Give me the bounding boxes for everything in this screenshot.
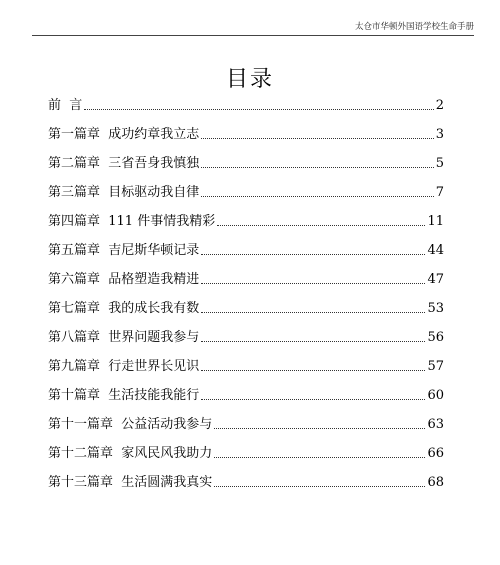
toc-entry-chapter-8[interactable]	[48, 315, 444, 344]
toc-entry-chapter-5[interactable]	[48, 228, 444, 257]
table-of-contents	[48, 90, 444, 489]
dot-leader	[214, 428, 425, 429]
dot-leader	[201, 167, 433, 168]
dot-leader	[201, 283, 425, 284]
dot-leader	[217, 225, 425, 226]
dot-leader	[201, 138, 433, 139]
toc-entry-page: 57	[427, 359, 444, 374]
toc-entry-chapter-6[interactable]	[48, 257, 444, 286]
toc-entry-chapter-1[interactable]	[48, 112, 444, 141]
toc-entry-label: 第四篇章 111 件事情我精彩	[48, 214, 216, 229]
toc-entry-page: 11	[427, 214, 444, 229]
toc-entry-label: 第五篇章 吉尼斯华顿记录	[48, 243, 200, 258]
dot-leader	[214, 486, 425, 487]
toc-entry-page: 60	[427, 388, 444, 403]
toc-entry-page: 68	[427, 475, 444, 490]
toc-entry-page: 47	[427, 272, 444, 287]
toc-entry-label: 前 言	[48, 98, 83, 113]
toc-entry-page: 44	[427, 243, 444, 258]
toc-entry-page: 5	[435, 156, 444, 171]
toc-entry-chapter-4[interactable]	[48, 199, 444, 228]
toc-entry-label: 第三篇章 目标驱动我自律	[48, 185, 200, 200]
toc-entry-page: 56	[427, 330, 444, 345]
dot-leader	[214, 457, 425, 458]
toc-entry-label: 第八篇章 世界问题我参与	[48, 330, 200, 345]
dot-leader	[201, 370, 425, 371]
toc-entry-label: 第一篇章 成功约章我立志	[48, 127, 200, 142]
toc-entry-page: 66	[427, 446, 444, 461]
toc-entry-label: 第十篇章 生活技能我能行	[48, 388, 200, 403]
toc-entry-label: 第六篇章 品格塑造我精进	[48, 272, 200, 287]
toc-entry-label: 第九篇章 行走世界长见识	[48, 359, 200, 374]
toc-entry-label: 第七篇章 我的成长我有数	[48, 301, 200, 316]
toc-entry-page: 63	[427, 417, 444, 432]
dot-leader	[201, 312, 425, 313]
toc-entry-label: 第十二篇章 家风民风我助力	[48, 446, 213, 461]
toc-entry-page: 2	[435, 98, 444, 113]
toc-entry-chapter-2[interactable]	[48, 141, 444, 170]
toc-entry-chapter-7[interactable]	[48, 286, 444, 315]
dot-leader	[201, 196, 433, 197]
toc-entry-chapter-9[interactable]	[48, 344, 444, 373]
toc-entry-label: 第十三篇章 生活圆满我真实	[48, 475, 213, 490]
page-title: 目录	[225, 67, 274, 92]
dot-leader	[84, 109, 433, 110]
toc-entry-chapter-12[interactable]	[48, 431, 444, 460]
toc-entry-chapter-10[interactable]	[48, 373, 444, 402]
toc-entry-page: 3	[435, 127, 444, 142]
toc-entry-chapter-13[interactable]	[48, 460, 444, 489]
toc-entry-chapter-3[interactable]	[48, 170, 444, 199]
dot-leader	[201, 341, 425, 342]
dot-leader	[201, 254, 425, 255]
toc-entry-label: 第二篇章 三省吾身我慎独	[48, 156, 200, 171]
toc-entry-page: 53	[427, 301, 444, 316]
toc-entry-chapter-11[interactable]	[48, 402, 444, 431]
running-header: 太仓市华顿外国语学校生命手册	[32, 20, 474, 36]
toc-entry-preface[interactable]	[48, 90, 444, 112]
toc-entry-label: 第十一篇章 公益活动我参与	[48, 417, 213, 432]
toc-entry-page: 7	[435, 185, 444, 200]
dot-leader	[201, 399, 425, 400]
